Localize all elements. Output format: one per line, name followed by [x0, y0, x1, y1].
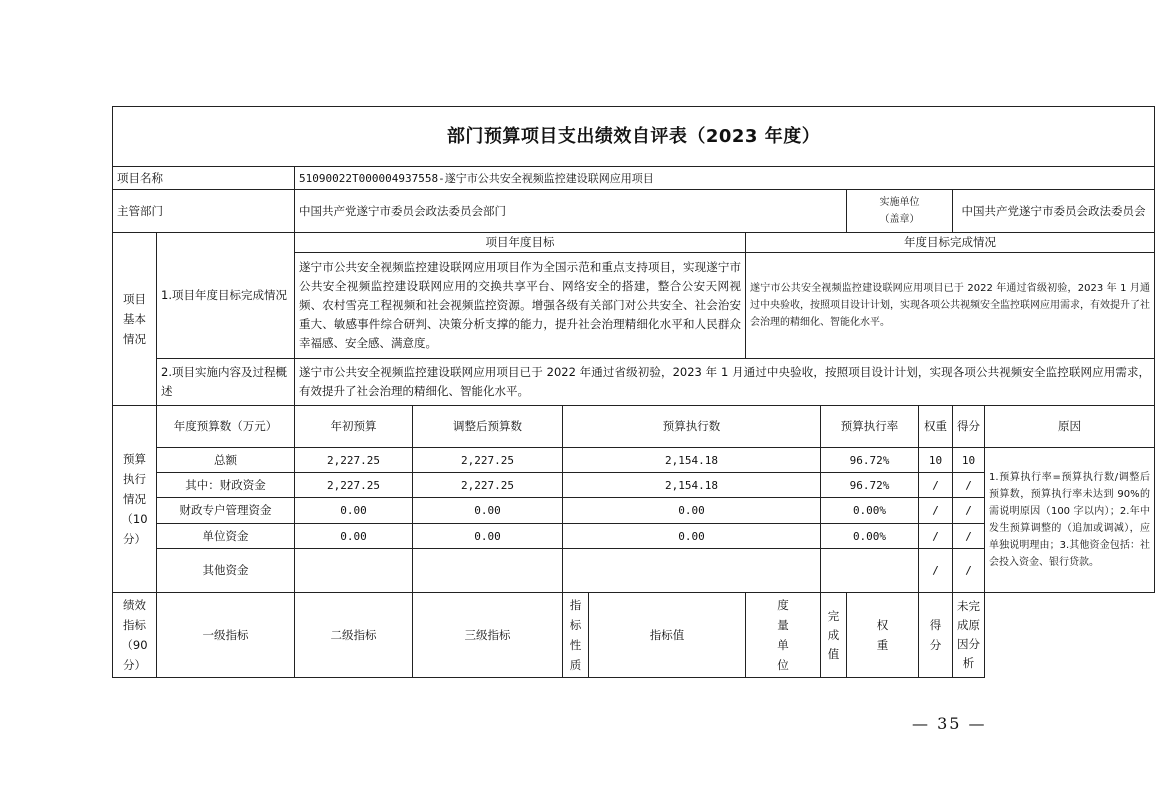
implementation-overview-label: 2.项目实施内容及过程概述 — [157, 359, 295, 406]
goal-completion-text: 遂宁市公共安全视频监控建设联网应用项目已于 2022 年通过省级初验，2023 年 1 月通过中央验收，按照项目设计计划，实现各项公共视频安全监控联网应用需求，有效提升了社会治理的精细化、智能化水平。 — [746, 253, 1155, 359]
level1-indicator-header: 一级指标 — [157, 593, 295, 678]
budget-row-executed: 2,154.18 — [563, 448, 821, 473]
budget-header-initial: 年初预算 — [295, 406, 413, 448]
project-name-label: 项目名称 — [113, 167, 295, 190]
performance-section-label: 绩效 指标 （90 分） — [113, 593, 157, 678]
supervising-dept-value: 中国共产党遂宁市委员会政法委员会部门 — [295, 190, 847, 233]
completed-value-header: 完成值 — [821, 593, 847, 678]
budget-header-reason: 原因 — [985, 406, 1155, 448]
budget-header-rate: 预算执行率 — [821, 406, 919, 448]
budget-row-item: 单位资金 — [157, 524, 295, 549]
measure-unit-header: 度 量 单 位 — [746, 593, 821, 678]
budget-row-item: 其他资金 — [157, 549, 295, 593]
budget-row-score: / — [953, 524, 985, 549]
budget-header-score: 得分 — [953, 406, 985, 448]
budget-row-executed: 2,154.18 — [563, 473, 821, 498]
indicator-nature-value-group — [563, 593, 746, 678]
budget-row-adjusted: 0.00 — [413, 498, 563, 524]
perf-score-header: 得 分 — [919, 593, 953, 678]
budget-row-item: 其中：财政资金 — [157, 473, 295, 498]
budget-row-adjusted: 2,227.25 — [413, 448, 563, 473]
budget-row-rate: 0.00% — [821, 498, 919, 524]
supervising-dept-label: 主管部门 — [113, 190, 295, 233]
unfinished-reason-header: 未完成原因分析 — [953, 593, 985, 678]
self-evaluation-table — [112, 106, 1155, 678]
budget-row-initial: 0.00 — [295, 524, 413, 549]
implementing-unit-label: 实施单位 （盖章） — [847, 190, 953, 233]
budget-row-score: 10 — [953, 448, 985, 473]
budget-row-initial: 0.00 — [295, 498, 413, 524]
budget-header-adjusted: 调整后预算数 — [413, 406, 563, 448]
project-name-value: 51090022T000004937558-遂宁市公共安全视频监控建设联网应用项目 — [295, 167, 1155, 190]
level2-indicator-header: 二级指标 — [295, 593, 413, 678]
budget-row-weight: / — [919, 524, 953, 549]
budget-row-executed: 0.00 — [563, 524, 821, 549]
budget-row-item: 总额 — [157, 448, 295, 473]
implementation-overview-text: 遂宁市公共安全视频监控建设联网应用项目已于 2022 年通过省级初验，2023 年 1 月通过中央验收，按照项目设计计划，实现各项公共视频安全监控联网应用需求，有效提升了社会治理的精细化、智能化水平。 — [295, 359, 1155, 406]
budget-row-rate: 0.00% — [821, 524, 919, 549]
budget-header-item: 年度预算数（万元） — [157, 406, 295, 448]
table-title: 部门预算项目支出绩效自评表（2023 年度） — [113, 107, 1155, 167]
budget-row-score: / — [953, 549, 985, 593]
budget-row-adjusted: 2,227.25 — [413, 473, 563, 498]
budget-row-weight: / — [919, 498, 953, 524]
budget-row-initial — [295, 549, 413, 593]
budget-row-adjusted — [413, 549, 563, 593]
budget-row-weight: / — [919, 549, 953, 593]
implementing-unit-value: 中国共产党遂宁市委员会政法委员会 — [953, 190, 1155, 233]
indicator-value-header: 指标值 — [649, 627, 685, 642]
budget-row-weight: 10 — [919, 448, 953, 473]
budget-row-adjusted: 0.00 — [413, 524, 563, 549]
page-number: — 35 — — [912, 714, 987, 733]
level3-indicator-header: 三级指标 — [413, 593, 563, 678]
budget-section-label: 预算 执行 情况 （10 分） — [113, 406, 157, 593]
indicator-nature-header: 指 标 性 质 — [563, 593, 589, 677]
budget-reason-note: 1.预算执行率=预算执行数/调整后预算数，预算执行率未达到 90%的需说明原因（100 字以内）；2.年中发生预算调整的（追加或调减），应单独说明理由；3.其他资金包括：社会投入资金、银行贷款。 — [985, 448, 1155, 593]
annual-goal-header: 项目年度目标 — [295, 233, 746, 253]
budget-row-rate — [821, 549, 919, 593]
budget-row-rate: 96.72% — [821, 473, 919, 498]
budget-row-rate: 96.72% — [821, 448, 919, 473]
budget-row-executed — [563, 549, 821, 593]
goal-completion-header: 年度目标完成情况 — [746, 233, 1155, 253]
annual-goal-text: 遂宁市公共安全视频监控建设联网应用项目作为全国示范和重点支持项目，实现遂宁市公共安全视频监控建设联网应用的交换共享平台、网络安全的搭建，整合公安天网视频、农村雪亮工程视频和社会视频监控资源。增强各级有关部门对公共安全、社会治安重大、敏感事件综合研判、决策分析支撑的能力，提升社会治理精细化水平和人民群众幸福感、安全感、满意度。 — [295, 253, 746, 359]
budget-row-initial: 2,227.25 — [295, 473, 413, 498]
budget-row-initial: 2,227.25 — [295, 448, 413, 473]
budget-row-score: / — [953, 473, 985, 498]
budget-row-score: / — [953, 498, 985, 524]
budget-row-executed: 0.00 — [563, 498, 821, 524]
budget-header-weight: 权重 — [919, 406, 953, 448]
basic-info-section-label: 项目 基本 情况 — [113, 233, 157, 406]
budget-header-executed: 预算执行数 — [563, 406, 821, 448]
budget-row-weight: / — [919, 473, 953, 498]
perf-weight-header: 权 重 — [847, 593, 919, 678]
budget-row-item: 财政专户管理资金 — [157, 498, 295, 524]
goal-completion-label: 1.项目年度目标完成情况 — [157, 233, 295, 359]
